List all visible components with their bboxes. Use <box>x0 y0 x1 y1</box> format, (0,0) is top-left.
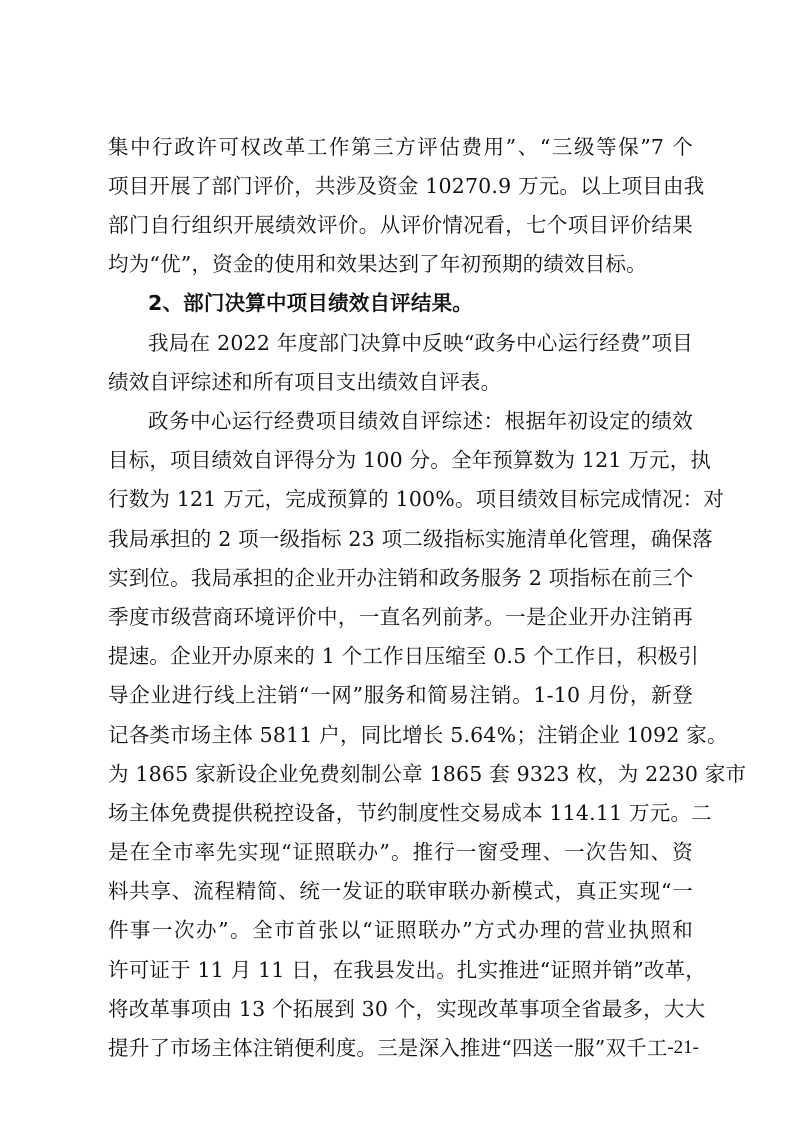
paragraph-line: 许可证于 11 月 11 日，在我县发出。扎实推进“证照并销”改革， <box>108 958 706 982</box>
paragraph-line: 目标，项目绩效自评得分为 100 分。全年预算数为 121 万元，执 <box>108 448 712 472</box>
paragraph-line: 实到位。我局承担的企业开办注销和政务服务 2 项指标在前三个 <box>108 566 694 590</box>
paragraph-line: 集中行政许可权改革工作第三方评估费用”、“三级等保”7 个 <box>108 135 693 159</box>
paragraph-line: 为 1865 家新设企业免费刻制公章 1865 套 9323 枚，为 2230 家市 <box>108 762 747 786</box>
page-number: -21- <box>667 1037 699 1058</box>
paragraph-line: 行数为 121 万元，完成预算的 100%。项目绩效目标完成情况：对 <box>108 487 725 511</box>
paragraph-line: 提速。企业开办原来的 1 个工作日压缩至 0.5 个工作日，积极引 <box>108 644 699 668</box>
paragraph-line: 导企业进行线上注销“一网”服务和简易注销。1-10 月份，新登 <box>108 683 693 707</box>
paragraph-line: 部门自行组织开展绩效评价。从评价情况看，七个项目评价结果 <box>108 213 693 237</box>
paragraph-line: 料共享、流程精简、统一发证的联审联办新模式，真正实现“一 <box>108 879 693 903</box>
paragraph-line: 我局在 2022 年度部门决算中反映“政务中心运行经费”项目 <box>148 331 693 355</box>
paragraph-line: 提升了市场主体注销便利度。三是深入推进“四送一服”双千工 <box>108 1036 668 1060</box>
paragraph-line: 场主体免费提供税控设备，节约制度性交易成本 114.11 万元。二 <box>108 801 712 825</box>
paragraph-line: 是在全市率先实现“证照联办”。推行一窗受理、一次告知、资 <box>108 840 693 864</box>
paragraph-line: 绩效自评综述和所有项目支出绩效自评表。 <box>108 370 502 394</box>
paragraph-line: 件事一次办”。全市首张以“证照联办”方式办理的营业执照和 <box>108 918 693 942</box>
paragraph-line: 季度市级营商环境评价中，一直名列前茅。一是企业开办注销再 <box>108 605 693 629</box>
paragraph-line: 政务中心运行经费项目绩效自评综述：根据年初设定的绩效 <box>148 409 693 433</box>
paragraph-line: 将改革事项由 13 个拓展到 30 个，实现改革事项全省最多，大大 <box>108 997 706 1021</box>
section-heading: 2、部门决算中项目绩效自评结果。 <box>148 291 473 315</box>
paragraph-line: 项目开展了部门评价，共涉及资金 10270.9 万元。以上项目由我 <box>108 174 705 198</box>
paragraph-line: 我局承担的 2 项一级指标 23 项二级指标实施清单化管理，确保落 <box>108 527 713 551</box>
paragraph-line: 记各类市场主体 5811 户，同比增长 5.64%；注销企业 1092 家。 <box>108 723 728 747</box>
paragraph-line: 均为“优”，资金的使用和效果达到了年初预期的绩效目标。 <box>108 252 647 276</box>
